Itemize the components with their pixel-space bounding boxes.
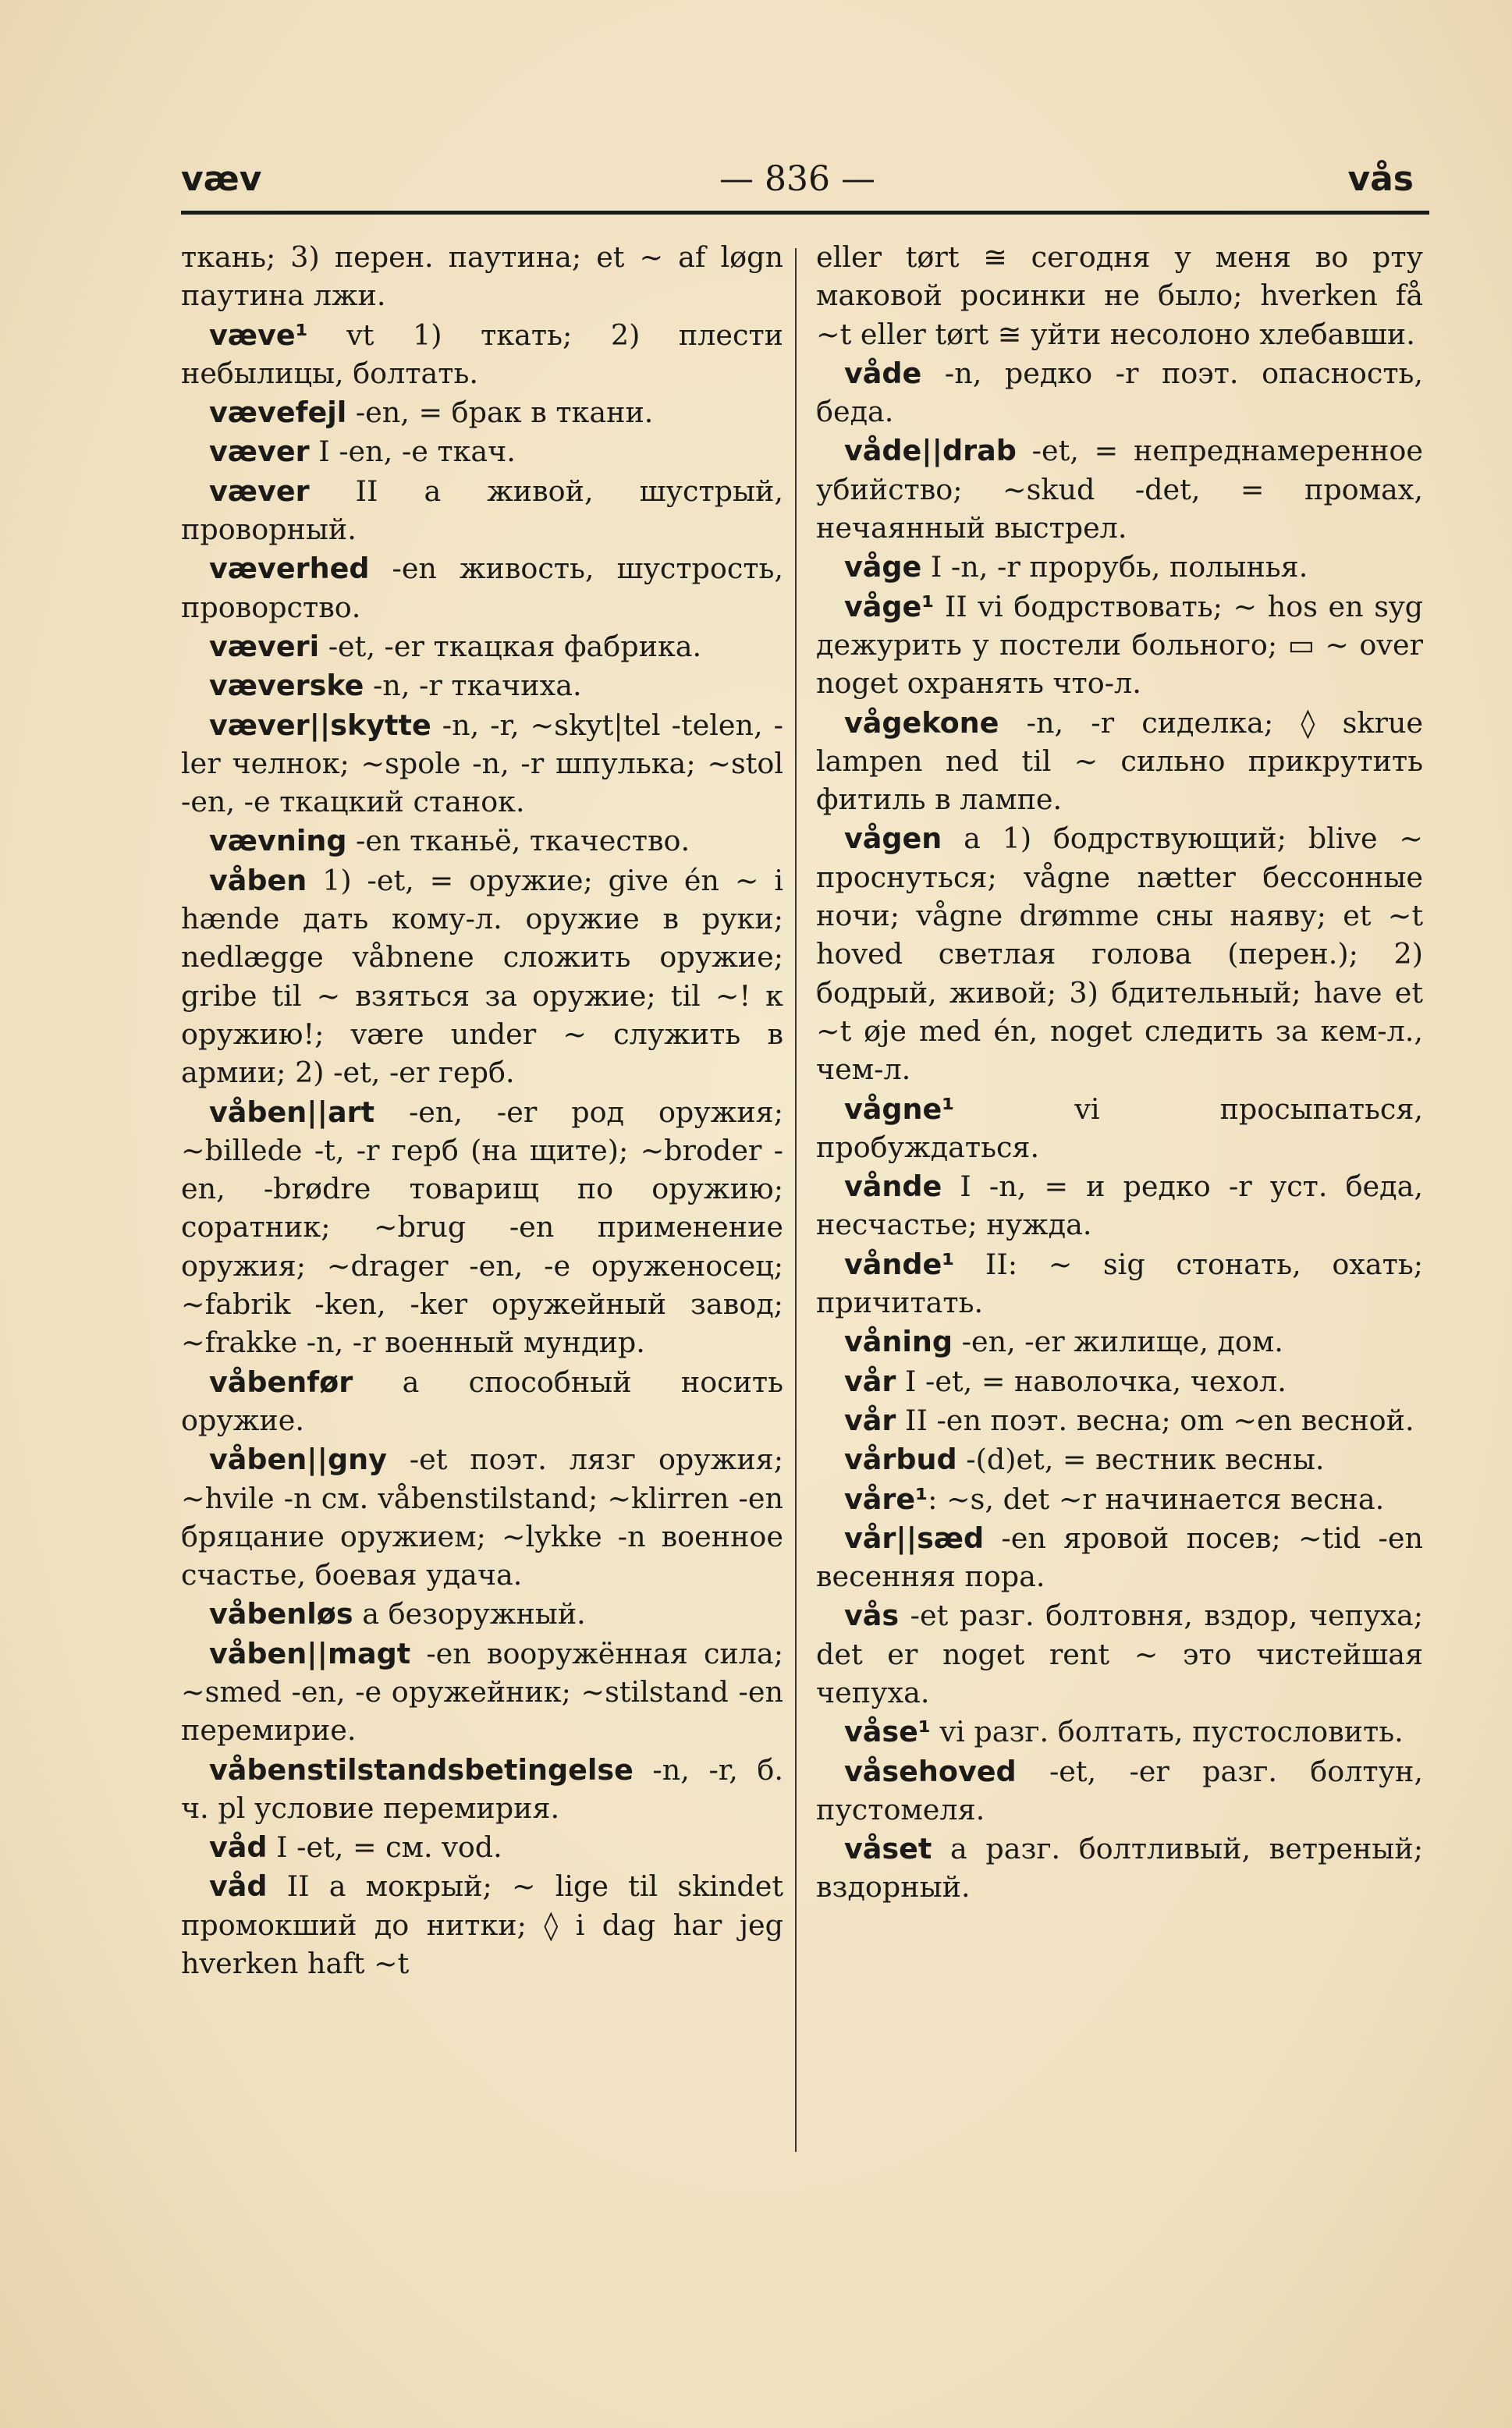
entry-headword: våbenstilstandsbetingelse bbox=[209, 1752, 634, 1787]
dictionary-entry bbox=[181, 666, 783, 705]
dictionary-entry bbox=[181, 238, 783, 315]
entry-headword: våde bbox=[844, 356, 922, 390]
entry-definition: I -et, = см. vod. bbox=[267, 1830, 502, 1865]
dictionary-entry bbox=[181, 1363, 783, 1440]
dictionary-entry bbox=[181, 706, 783, 822]
dictionary-entry bbox=[181, 627, 783, 666]
entry-definition: a способный носить оружие. bbox=[181, 1365, 783, 1437]
dictionary-entry bbox=[816, 704, 1423, 819]
entry-headword: væverhed bbox=[209, 552, 370, 586]
left-guide-word: væv bbox=[181, 159, 262, 199]
entry-headword: vår bbox=[844, 1364, 896, 1398]
entry-definition: -en тканьё, ткачество. bbox=[346, 824, 690, 858]
dictionary-entry bbox=[816, 1362, 1423, 1400]
entry-definition: -en, -er род оружия; ~billede -t, -r герб (на щите); ~broder -en, -brødre товарищ по оружию; соратник; ~brug -en применение оружия; ~drager -en, -e оруженосец; ~fabrik -ken, -ker оружейный завод; ~frakke -n, -r военный мундир. bbox=[181, 1095, 783, 1360]
dictionary-entry bbox=[816, 1245, 1423, 1322]
dictionary-entry bbox=[816, 1519, 1423, 1596]
entry-definition: -en, -er жилище, дом. bbox=[953, 1325, 1283, 1359]
entry-headword: våbenfør bbox=[209, 1365, 353, 1399]
dictionary-entry bbox=[181, 549, 783, 627]
entry-headword: våning bbox=[844, 1325, 953, 1359]
header-rule bbox=[181, 211, 1429, 215]
entry-headword: våge¹ bbox=[844, 589, 935, 623]
right-guide-word: vås bbox=[1347, 159, 1414, 199]
entry-definition: -n, -r сиделка; ◊ skrue lampen ned til ~ сильно прикрутить фитиль в лампе. bbox=[816, 705, 1423, 817]
dictionary-entry bbox=[181, 1867, 783, 1983]
entry-headword: våde||drab bbox=[844, 434, 1017, 468]
dictionary-entry bbox=[816, 548, 1423, 586]
entry-headword: våsehoved bbox=[844, 1754, 1017, 1788]
entry-definition: vt 1) ткать; 2) плести небылицы, болтать. bbox=[181, 318, 783, 390]
entry-definition: -et, = непреднамеренное убийство; ~skud -det, = промах, нечаянный выстрел. bbox=[816, 434, 1423, 545]
entry-definition: I -n, -r прорубь, полынья. bbox=[921, 550, 1308, 584]
entry-definition: -et, -er ткацкая фабрика. bbox=[319, 629, 702, 663]
entry-definition: II a живой, шустрый, проворный. bbox=[181, 474, 783, 547]
dictionary-entry bbox=[181, 1440, 783, 1594]
dictionary-entry bbox=[816, 1090, 1423, 1167]
entry-definition: -en яровой посев; ~tid -en весенняя пора. bbox=[816, 1521, 1423, 1594]
dictionary-entry bbox=[181, 472, 783, 549]
entry-headword: vævefejl bbox=[209, 396, 347, 430]
dictionary-entry bbox=[181, 1595, 783, 1633]
page-number: — 836 — bbox=[719, 159, 875, 199]
entry-definition: -et поэт. лязг оружия; ~hvile -n см. våbenstilstand; ~klirren -en бряцание оружием; ~lykke -n военное счастье, боевая удача. bbox=[181, 1443, 783, 1592]
dictionary-entry bbox=[816, 1167, 1423, 1244]
entry-definition: -en вооружённая сила; ~smed -en, -e оружейник; ~stilstand -en перемирие. bbox=[181, 1636, 783, 1748]
entry-headword: vågen bbox=[844, 822, 942, 856]
dictionary-entry bbox=[816, 238, 1423, 353]
right-column bbox=[816, 238, 1423, 2165]
page-header bbox=[181, 156, 1414, 211]
dictionary-entry bbox=[816, 1596, 1423, 1712]
dictionary-entry bbox=[816, 354, 1423, 431]
dictionary-entry bbox=[181, 861, 783, 1092]
entry-definition: I -en, -e ткач. bbox=[309, 435, 516, 469]
entry-headword: våben||gny bbox=[209, 1443, 387, 1477]
entry-headword: vågekone bbox=[844, 705, 999, 740]
entry-headword: væverske bbox=[209, 669, 364, 703]
dictionary-entry bbox=[816, 819, 1423, 1088]
entry-headword: våse¹ bbox=[844, 1715, 931, 1749]
dictionary-entry bbox=[816, 1830, 1423, 1907]
entry-headword: våben||magt bbox=[209, 1636, 411, 1670]
entry-definition: II: ~ sig стонать, охать; причитать. bbox=[816, 1247, 1423, 1320]
entry-definition: eller tørt ≅ сегодня у меня во рту маковой росинки не было; hverken få ~t eller tørt ≅ уйти несолоно хлебавши. bbox=[816, 240, 1423, 351]
entry-headword: vårbud bbox=[844, 1443, 957, 1477]
entry-definition: II vi бодрствовать; ~ hos en syg дежурить у постели больного; ▭ ~ over noget охранять что-л. bbox=[816, 589, 1423, 701]
entry-definition: : ~s, det ~r начинается весна. bbox=[928, 1482, 1385, 1516]
entry-headword: vår||sæd bbox=[844, 1521, 985, 1555]
dictionary-entry bbox=[181, 432, 783, 470]
entry-headword: vågne¹ bbox=[844, 1092, 955, 1126]
entry-headword: våbenløs bbox=[209, 1597, 353, 1631]
entry-definition: -en живость, шустрость, проворство. bbox=[181, 552, 783, 624]
dictionary-entry bbox=[816, 1440, 1423, 1478]
entry-definition: I -n, = и редко -r уст. беда, несчастье; нужда. bbox=[816, 1170, 1423, 1242]
entry-definition: II a мокрый; ~ lige til skindet промокший до нитки; ◊ i dag har jeg hverken haft ~t bbox=[181, 1869, 783, 1981]
dictionary-entry bbox=[816, 1322, 1423, 1361]
entry-headword: våre¹ bbox=[844, 1482, 928, 1516]
entry-definition: I -et, = наволочка, чехол. bbox=[896, 1364, 1287, 1398]
dictionary-entry bbox=[181, 1828, 783, 1866]
dictionary-entry bbox=[181, 1635, 783, 1750]
entry-definition: -n, редко -r поэт. опасность, беда. bbox=[816, 356, 1423, 429]
dictionary-entry bbox=[816, 431, 1423, 547]
dictionary-entry bbox=[816, 1401, 1423, 1439]
entry-definition: -(d)et, = вестник весны. bbox=[957, 1443, 1325, 1477]
entry-headword: våben||art bbox=[209, 1095, 375, 1129]
entry-definition: -n, -r, б. ч. pl условие перемирия. bbox=[181, 1752, 783, 1825]
dictionary-entry bbox=[181, 822, 783, 860]
entry-definition: II -en поэт. весна; om ~en весной. bbox=[896, 1403, 1414, 1437]
entry-definition: -et разг. болтовня, вздор, чепуха; det er noget rent ~ это чистейшая чепуха. bbox=[816, 1599, 1423, 1709]
entry-headword: våge bbox=[844, 550, 922, 584]
entry-headword: vår bbox=[844, 1403, 896, 1437]
entry-definition: -et, -er разг. болтун, пустомеля. bbox=[816, 1754, 1423, 1826]
dictionary-entry bbox=[181, 1751, 783, 1828]
entry-headword: væve¹ bbox=[209, 318, 308, 352]
entry-definition: vi разг. болтать, пустословить. bbox=[930, 1715, 1404, 1749]
entry-headword: våd bbox=[209, 1830, 268, 1865]
entry-definition: a 1) бодрствующий; blive ~ проснуться; vågne nætter бессонные ночи; vågne drømme сны наяву; et ~t hoved светлая голова (перен.); 2) бодрый, живой; 3) бдительный; have et ~t øje med én, noget следить за кем-л., чем-л. bbox=[816, 822, 1423, 1087]
entry-headword: væver||skytte bbox=[209, 708, 431, 742]
entry-headword: våset bbox=[844, 1832, 932, 1866]
dictionary-entry bbox=[181, 393, 783, 431]
dictionary-entry bbox=[181, 1093, 783, 1362]
dictionary-entry bbox=[181, 316, 783, 393]
entry-headword: vånde¹ bbox=[844, 1247, 955, 1281]
entry-headword: væveri bbox=[209, 629, 320, 663]
entry-definition: -n, -r ткачиха. bbox=[364, 669, 582, 703]
column-divider bbox=[795, 248, 797, 2152]
entry-headword: våd bbox=[209, 1869, 268, 1904]
entry-definition: 1) -et, = оружие; give én ~ i hænde дать кому-л. оружие в руки; nedlægge våbnene сложить оружие; gribe til ~ взяться за оружие; til ~! к оружию!; være under ~ служить в армии; 2) -et, -er герб. bbox=[181, 863, 783, 1090]
entry-headword: væver bbox=[209, 435, 310, 469]
dictionary-entry bbox=[816, 1752, 1423, 1830]
entry-definition: a безоружный. bbox=[353, 1597, 586, 1631]
entry-headword: våben bbox=[209, 863, 307, 897]
dictionary-entry bbox=[816, 1713, 1423, 1751]
entry-definition: vi просыпаться, пробуждаться. bbox=[816, 1092, 1423, 1164]
entry-definition: -n, -r, ~skyt|tel -telen, -ler челнок; ~spole -n, -r шпулька; ~stol -en, -e ткацкий станок. bbox=[181, 708, 783, 819]
entry-headword: vås bbox=[844, 1599, 900, 1633]
entry-headword: væver bbox=[209, 474, 310, 508]
left-column bbox=[181, 238, 783, 2165]
dictionary-entry bbox=[816, 1480, 1423, 1518]
entry-definition: -en, = брак в ткани. bbox=[346, 396, 654, 430]
entry-headword: vånde bbox=[844, 1170, 942, 1204]
entry-definition: ткань; 3) перен. паутина; et ~ af løgn паутина лжи. bbox=[181, 240, 783, 313]
entry-headword: vævning bbox=[209, 824, 347, 858]
entry-definition: a разг. болтливый, ветреный; вздорный. bbox=[816, 1832, 1423, 1904]
dictionary-entry bbox=[816, 587, 1423, 703]
